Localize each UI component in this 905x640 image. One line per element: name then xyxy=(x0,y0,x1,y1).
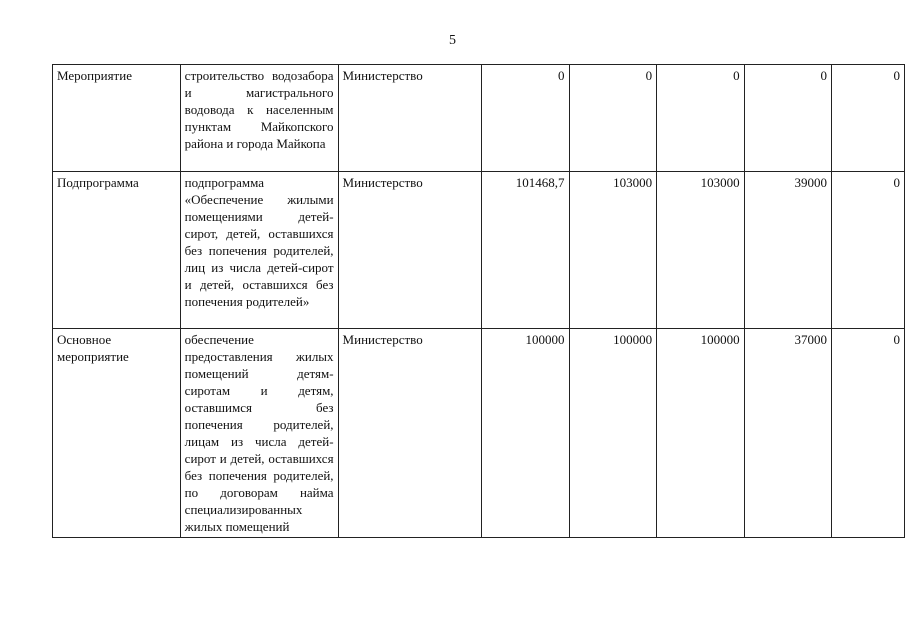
row-description: обеспечение предоставления жилых помещений детям-сиротам и детям, оставшимся без попечения родителей, лицам из числа детей-сирот и детей, оставшихся без попечения родителей, по договорам найма специализированных жилых помещений xyxy=(180,329,338,538)
row-kind: Подпрограмма xyxy=(53,172,181,329)
row-value-1: 0 xyxy=(481,65,569,172)
row-value-4: 39000 xyxy=(744,172,831,329)
row-agency: Министерство xyxy=(338,65,481,172)
row-value-1: 101468,7 xyxy=(481,172,569,329)
row-value-2: 100000 xyxy=(569,329,657,538)
row-kind: Основное мероприятие xyxy=(53,329,181,538)
row-value-5: 0 xyxy=(832,329,905,538)
row-value-2: 103000 xyxy=(569,172,657,329)
table-row xyxy=(53,172,905,329)
row-value-1: 100000 xyxy=(481,329,569,538)
table-row xyxy=(53,65,905,172)
page-number: 5 xyxy=(449,33,456,48)
row-agency: Министерство xyxy=(338,329,481,538)
row-kind: Мероприятие xyxy=(53,65,181,172)
row-value-5: 0 xyxy=(832,65,905,172)
program-table xyxy=(52,64,905,538)
row-description: строительство водозабора и магистрального водовода к населенным пунктам Майкопского района и города Майкопа xyxy=(180,65,338,172)
table-row xyxy=(53,329,905,538)
row-value-4: 37000 xyxy=(744,329,831,538)
row-value-4: 0 xyxy=(744,65,831,172)
row-value-5: 0 xyxy=(832,172,905,329)
row-description: подпрограмма «Обеспечение жилыми помещениями детей-сирот, детей, оставшихся без попечения родителей, лиц из числа детей-сирот и детей, оставшихся без попечения родителей» xyxy=(180,172,338,329)
row-value-3: 100000 xyxy=(657,329,745,538)
row-agency: Министерство xyxy=(338,172,481,329)
row-value-3: 0 xyxy=(657,65,745,172)
row-value-2: 0 xyxy=(569,65,657,172)
row-value-3: 103000 xyxy=(657,172,745,329)
